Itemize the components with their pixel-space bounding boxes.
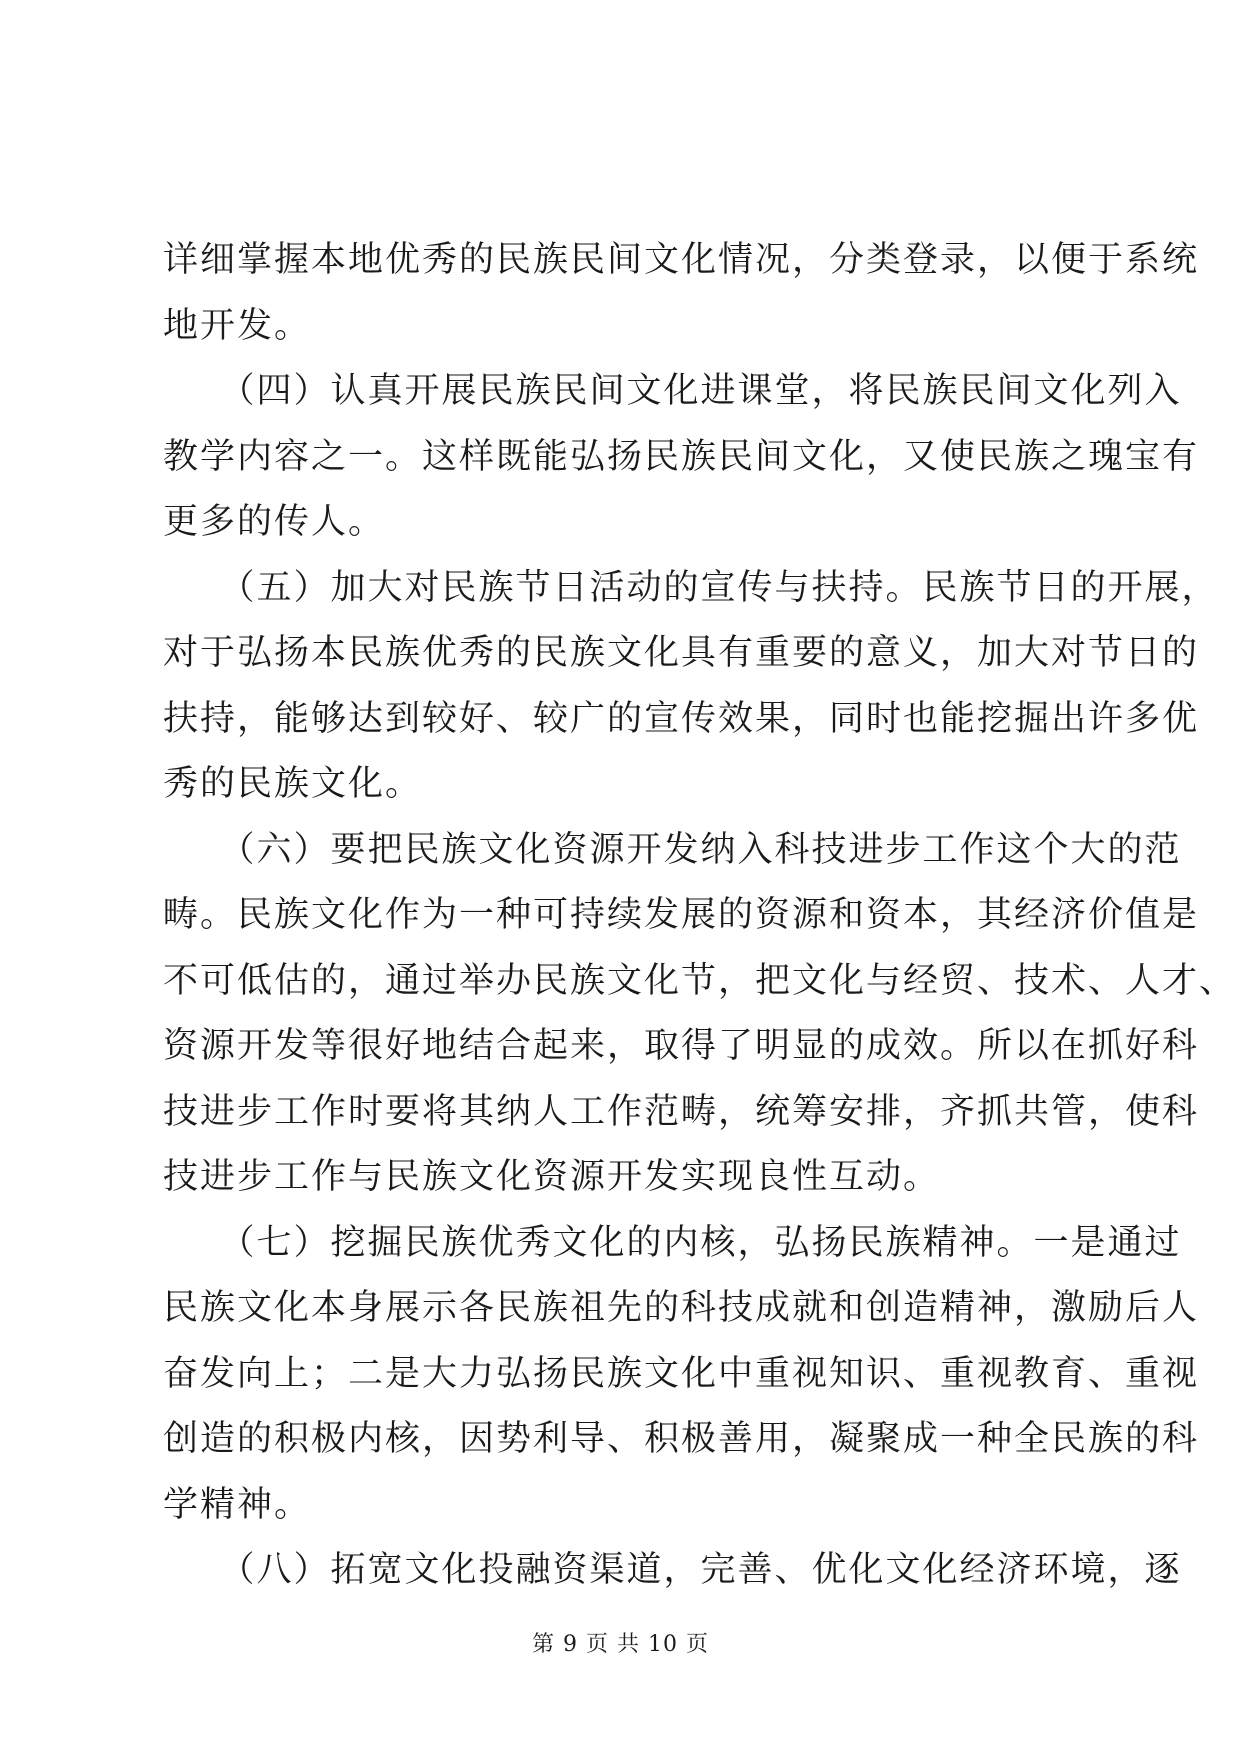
text-line: 畴。民族文化作为一种可持续发展的资源和资本，其经济价值是 xyxy=(163,895,1200,935)
paragraph xyxy=(163,1538,1182,1604)
paragraph xyxy=(163,359,1200,556)
text-line: 创造的积极内核，因势利导、积极善用，凝聚成一种全民族的科 xyxy=(163,1419,1200,1459)
text-line: 学精神。 xyxy=(163,1484,312,1525)
text-line: 详细掌握本地优秀的民族民间文化情况，分类登录，以便于系统 xyxy=(163,240,1200,280)
text-line: （七）挖掘民族优秀文化的内核，弘扬民族精神。一是通过 xyxy=(163,1222,1182,1263)
text-line: （六）要把民族文化资源开发纳入科技进步工作这个大的范 xyxy=(163,829,1182,870)
text-line: 教学内容之一。这样既能弘扬民族民间文化，又使民族之瑰宝有 xyxy=(163,436,1200,477)
text-line: 技进步工作时要将其纳人工作范畴，统筹安排，齐抓共管，使科 xyxy=(163,1091,1200,1132)
text-line: （八）拓宽文化投融资渠道，完善、优化文化经济环境，逐 xyxy=(163,1550,1182,1590)
page-number-footer: 第 9 页 共 10 页 xyxy=(532,1632,709,1657)
text-line: 秀的民族文化。 xyxy=(163,764,423,804)
text-line: 对于弘扬本民族优秀的民族文化具有重要的意义，加大对节日的 xyxy=(163,633,1200,673)
text-line: （四）认真开展民族民间文化进课堂，将民族民间文化列入 xyxy=(163,371,1182,411)
text-line: 资源开发等很好地结合起来，取得了明显的成效。所以在抓好科 xyxy=(163,1026,1200,1066)
paragraph xyxy=(163,818,1237,1211)
paragraph xyxy=(163,556,1219,818)
paragraph xyxy=(163,228,1200,359)
text-line: 民族文化本身展示各民族祖先的科技成就和创造精神，激励后人 xyxy=(163,1288,1200,1328)
document-body xyxy=(163,228,1237,1604)
text-line: 不可低估的，通过举办民族文化节，把文化与经贸、技术、人才、 xyxy=(163,960,1237,1001)
text-line: 更多的传人。 xyxy=(163,502,386,542)
text-line: 地开发。 xyxy=(163,305,312,346)
text-line: 奋发向上；二是大力弘扬民族文化中重视知识、重视教育、重视 xyxy=(163,1353,1200,1394)
text-line: 扶持，能够达到较好、较广的宣传效果，同时也能挖掘出许多优 xyxy=(163,698,1200,739)
paragraph xyxy=(163,1211,1200,1539)
text-line: 技进步工作与民族文化资源开发实现良性互动。 xyxy=(163,1157,941,1197)
text-line: （五）加大对民族节日活动的宣传与扶持。民族节日的开展， xyxy=(163,567,1219,608)
